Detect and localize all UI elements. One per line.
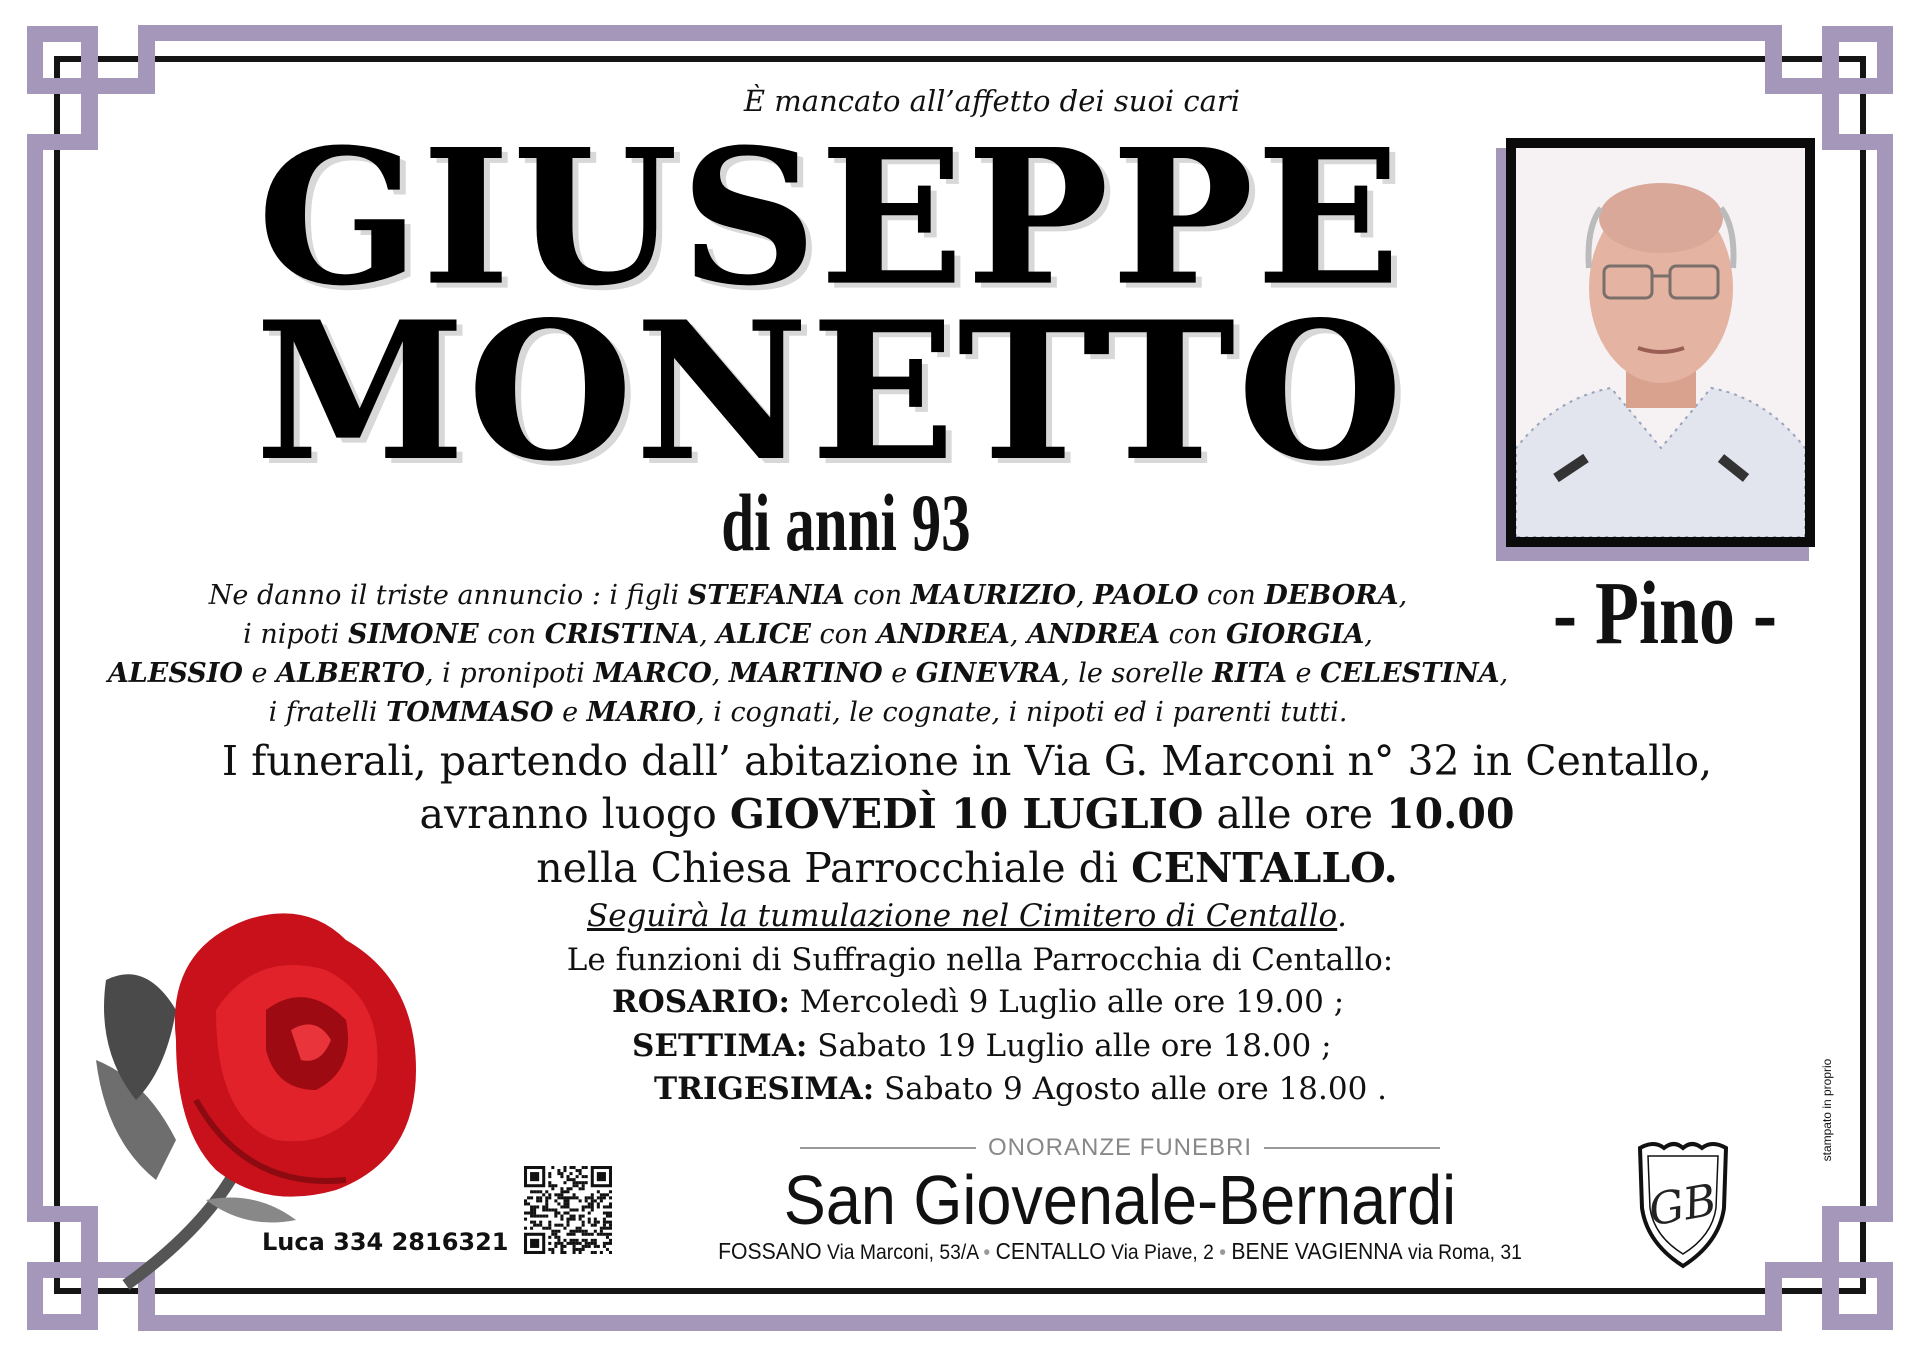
text-segment: Ne danno il triste annuncio : i figli [208,580,688,611]
text-segment: , i cognati, le cognate, i nipoti ed i parenti tutti. [696,697,1348,728]
name-highlight: SIMONE [347,619,479,650]
announcement-line [0,695,1616,731]
name-highlight: CENTALLO. [1131,844,1398,892]
text-segment: i nipoti [243,619,348,650]
funeral-line [0,789,1920,839]
text-segment: avranno luogo [419,790,730,838]
rite-item [612,984,1344,1020]
rite-item [632,1028,1332,1064]
text-segment: , [1075,580,1094,611]
rite-name: ROSARIO: [612,984,790,1020]
address-street: Via Piave, 2 [1111,1241,1214,1264]
name-highlight: 10.00 [1386,790,1515,838]
text-segment: e [553,697,587,728]
divider [1264,1147,1440,1149]
rite-name: SETTIMA: [632,1028,808,1064]
age: di anni 93 [721,477,971,568]
burial-end: . [1337,898,1348,934]
name-highlight: ALICE [716,619,811,650]
name-highlight: MARCO [593,658,712,689]
text-segment: con [1160,619,1226,650]
text-segment: con [844,580,911,611]
text-segment: , [1364,619,1373,650]
funeral-line [0,736,1920,786]
text-segment: e [242,658,277,689]
text-segment: I funerali, partendo dall’ abitazione in Via G. Marconi n° 32 in Centallo, [221,737,1713,785]
text-segment: e [882,658,916,689]
divider [800,1147,976,1149]
text-segment: con [810,619,877,650]
name-highlight: MAURIZIO [910,580,1076,611]
announcement-line [0,656,1616,692]
funeral-home-name: San Giovenale-Bernardi [783,1161,1457,1239]
name-highlight: ALESSIO [107,658,243,689]
text-segment: nella Chiesa Parrocchiale di [536,844,1132,892]
text-segment: con [1198,580,1265,611]
address-street: Via Marconi, 53/A [826,1241,979,1264]
address-city: FOSSANO [718,1238,822,1264]
funeral-home-logo [1634,1138,1732,1270]
burial-text: Seguirà la tumulazione nel Cimitero di Centallo [586,898,1338,934]
name-highlight: MARTINO [728,658,883,689]
rite-detail: Sabato 9 Agosto alle ore 18.00 . [874,1071,1388,1107]
text-segment: , [1398,580,1408,611]
name-highlight: ANDREA [1027,619,1161,650]
text-segment: e [1286,658,1321,689]
portrait-photo [1506,138,1815,547]
text-segment: i fratelli [268,697,387,728]
svg-text:GB: GB [1644,1174,1721,1237]
name-highlight: STEFANIA [687,580,845,611]
name-highlight: CRISTINA [544,619,700,650]
text-segment: alle ore [1203,790,1387,838]
text-segment: , [1009,619,1028,650]
name-highlight: DEBORA [1264,580,1399,611]
name-highlight: GIORGIA [1226,619,1365,650]
name-highlight: PAOLO [1093,580,1199,611]
funeral-home-label-text: ONORANZE FUNEBRI [988,1134,1253,1161]
name-highlight: MARIO [586,697,697,728]
name-highlight: GIOVEDÌ 10 LUGLIO [729,790,1204,838]
announcement-line [0,578,1616,614]
nickname: - Pino - [1553,564,1777,663]
name-highlight: ANDREA [876,619,1010,650]
address-city: CENTALLO [995,1238,1106,1264]
text-segment: , i pronipoti [424,658,594,689]
name-highlight: ALBERTO [276,658,425,689]
text-segment: con [478,619,545,650]
printed-note: stampato in proprio [1820,1058,1834,1162]
address-city: BENE VAGIENNA [1231,1238,1403,1264]
intro-text: È mancato all’affetto dei suoi cari [743,84,1241,118]
announcement-line [0,617,1616,653]
text-segment: , [711,658,729,689]
rite-detail: Mercoledì 9 Luglio alle ore 19.00 ; [789,984,1345,1020]
separator-dot: • [1213,1241,1232,1264]
suffragio-intro: Le funzioni di Suffragio nella Parrocchia di Centallo: [566,942,1394,978]
name-highlight: RITA [1212,658,1287,689]
funeral-line [0,843,1920,893]
portrait-image [1516,148,1805,537]
first-name: GIUSEPPE [257,108,1403,327]
contact-phone: Luca 334 2816321 [262,1228,509,1256]
separator-dot: • [978,1241,996,1264]
rite-name: TRIGESIMA: [654,1071,875,1107]
rite-item [654,1071,1387,1107]
text-segment: , le sorelle [1061,658,1213,689]
address-street: via Roma, 31 [1408,1241,1522,1264]
last-name: MONETTO [255,280,1405,503]
rite-detail: Sabato 19 Luglio alle ore 18.00 ; [807,1028,1332,1064]
text-segment: , [1499,658,1509,689]
name-highlight: CELESTINA [1320,658,1500,689]
text-segment: , [699,619,717,650]
name-highlight: TOMMASO [386,697,554,728]
name-highlight: GINEVRA [915,658,1062,689]
funeral-home-label [800,1134,1440,1162]
